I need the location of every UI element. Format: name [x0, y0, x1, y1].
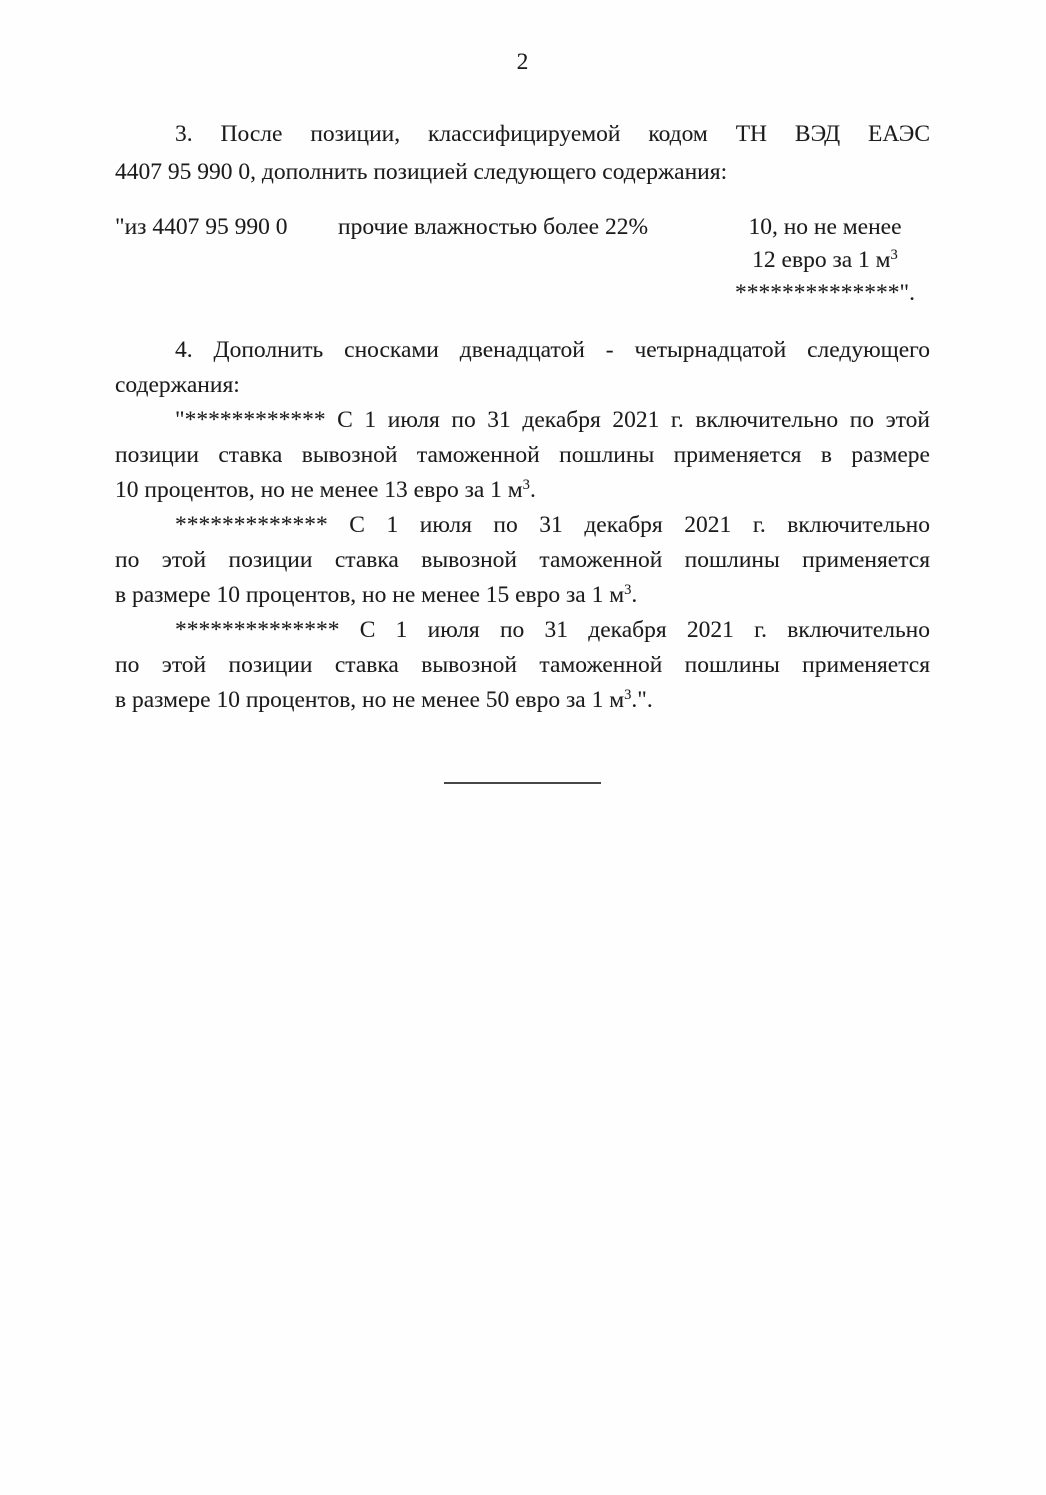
footnote-14-line-3-text: в размере 10 процентов, но не менее 50 евро за 1 м	[115, 687, 625, 713]
cubic-meter-superscript: 3	[624, 687, 632, 703]
end-of-document-separator	[444, 782, 601, 784]
tariff-rate	[720, 211, 930, 310]
footnote-12-line-1: "************ С 1 июля по 31 декабря 2021 г. включительно по этой	[175, 407, 930, 433]
cubic-meter-superscript: 3	[624, 582, 632, 598]
cubic-meter-superscript: 3	[522, 477, 530, 493]
tariff-rate-footnote-marker: **************".	[735, 280, 915, 306]
footnote-12-line-3-text: 10 процентов, но не менее 13 евро за 1 м	[115, 477, 523, 503]
tariff-rate-line-1: 10, но не менее	[748, 214, 902, 240]
page-number: 2	[516, 49, 529, 75]
footnote-12	[115, 403, 930, 508]
tariff-rate-line-2-text: 12 евро за 1 м	[752, 247, 891, 273]
cubic-meter-superscript: 3	[890, 247, 898, 263]
footnote-14-line-2: по этой позиции ставка вывозной таможенной пошлины применяется	[115, 652, 930, 678]
footnote-12-line-3-tail: .	[529, 477, 536, 503]
footnote-12-line-3	[115, 473, 930, 508]
clause-3-line-1: 3. После позиции, классифицируемой кодом ТН ВЭД ЕАЭС	[175, 121, 930, 147]
clause-3-paragraph	[115, 115, 930, 191]
footnote-14	[115, 613, 930, 718]
footnote-14-line-3-tail: .".	[631, 687, 653, 713]
tariff-description: прочие влажностью более 22%	[338, 214, 649, 240]
clause-3-line-2: 4407 95 990 0, дополнить позицией следующего содержания:	[115, 159, 728, 185]
clause-4-paragraph	[115, 333, 930, 403]
footnote-13-line-3-text: в размере 10 процентов, но не менее 15 евро за 1 м	[115, 582, 625, 608]
footnote-13-line-1: ************* С 1 июля по 31 декабря 2021 г. включительно	[175, 512, 930, 538]
clause-4-line-2: содержания:	[115, 372, 240, 398]
tariff-position-row	[115, 211, 930, 310]
footnote-13-line-3	[115, 578, 930, 613]
clause-4-line-1: 4. Дополнить сносками двенадцатой - четырнадцатой следующего	[175, 337, 930, 363]
footnote-13-line-3-tail: .	[631, 582, 638, 608]
footnote-14-line-3	[115, 683, 930, 718]
footnote-14-line-1: ************** С 1 июля по 31 декабря 2021 г. включительно	[175, 617, 930, 643]
footnote-12-line-2: позиции ставка вывозной таможенной пошлины применяется в размере	[115, 442, 930, 468]
tariff-rate-line-2	[720, 244, 930, 277]
footnote-13	[115, 508, 930, 613]
tariff-code: "из 4407 95 990 0	[115, 214, 288, 240]
footnote-13-line-2: по этой позиции ставка вывозной таможенной пошлины применяется	[115, 547, 930, 573]
